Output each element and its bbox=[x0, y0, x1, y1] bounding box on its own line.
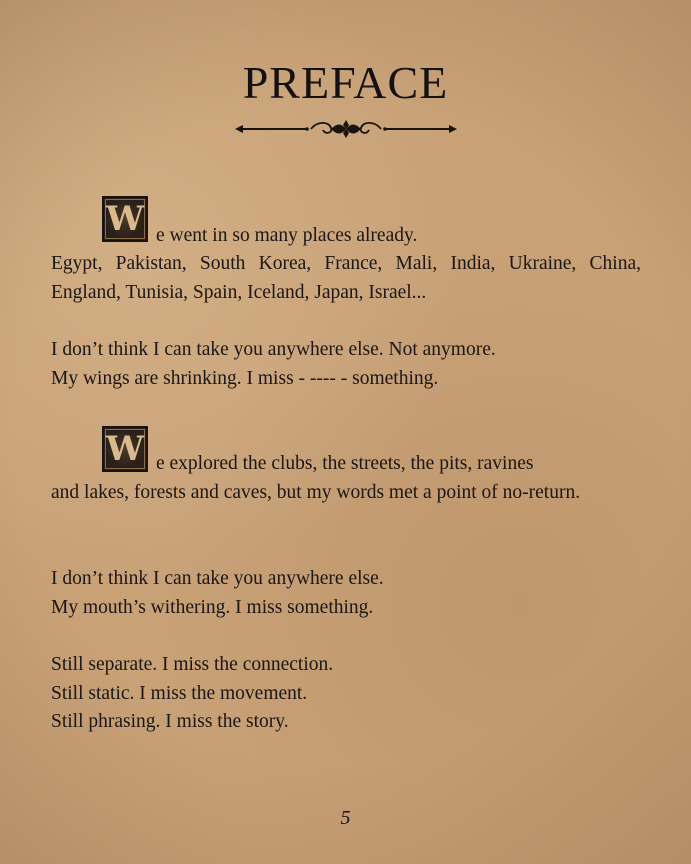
stanza1-line2: My wings are shrinking. I miss - ---- - something. bbox=[51, 367, 439, 389]
stanza3 bbox=[51, 651, 641, 737]
stanza3-line3: Still phrasing. I miss the story. bbox=[51, 711, 289, 733]
dropcap-letter: W bbox=[105, 429, 145, 469]
section1-paragraph: Egypt, Pakistan, South Korea, France, Mali, India, Ukraine, China, England, Tunisia, Spain, Iceland, Japan, Israel... bbox=[51, 253, 641, 303]
flourish-divider-icon bbox=[233, 117, 459, 141]
section2-first-line-text: e explored the clubs, the streets, the pits, ravines bbox=[156, 453, 534, 474]
section1-first-line: e went in so many places already. bbox=[156, 225, 418, 246]
dropcap-w-2 bbox=[102, 426, 148, 472]
stanza2-line2: My mouth’s withering. I miss something. bbox=[51, 596, 374, 618]
stanza3-line1: Still separate. I miss the connection. bbox=[51, 654, 334, 675]
page-number: 5 bbox=[340, 807, 351, 829]
stanza1 bbox=[51, 336, 641, 393]
stanza2 bbox=[51, 565, 641, 622]
dropcap-w-1 bbox=[102, 196, 148, 242]
section2-paragraph: and lakes, forests and caves, but my words met a point of no-return. bbox=[51, 482, 581, 503]
stanza2-line1: I don’t think I can take you anywhere else. bbox=[51, 568, 384, 589]
section2-first-line bbox=[156, 450, 641, 479]
stanza3-line2: Still static. I miss the movement. bbox=[51, 682, 308, 704]
page-title: PREFACE bbox=[242, 57, 449, 108]
stanza1-line1: I don’t think I can take you anywhere else. Not anymore. bbox=[51, 339, 496, 360]
dropcap-letter: W bbox=[105, 199, 145, 239]
